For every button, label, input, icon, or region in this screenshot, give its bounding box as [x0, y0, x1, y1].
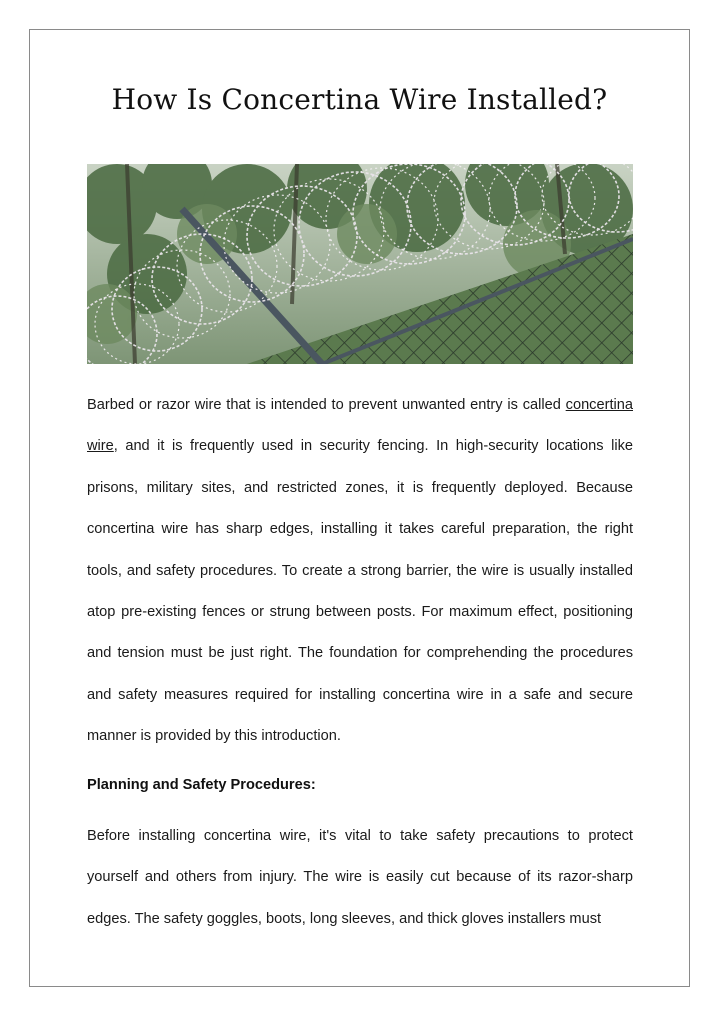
section-heading: Planning and Safety Procedures: — [87, 777, 316, 793]
intro-text-rest: , and it is frequently used in security fencing. In high-security locations like prisons, military sites, and restricted zones, it is frequently deployed. Because concertina wire has sharp edges, installing it takes careful preparation, the right tools, and safety procedures. To create a strong barrier, the wire is usually installed atop pre-existing fences or strung between posts. For maximum effect, positioning and tension must be just right. The foundation for comprehending the procedures and safety measures required for installing concertina wire in a safe and secure manner is provided by this introduction. — [87, 438, 633, 745]
concertina-wire-photo — [87, 164, 633, 364]
intro-paragraph — [87, 385, 633, 758]
intro-text-start: Barbed or razor wire that is intended to prevent unwanted entry is called — [87, 397, 566, 413]
page-title: How Is Concertina Wire Installed? — [111, 83, 608, 116]
section-paragraph: Before installing concertina wire, it's vital to take safety precautions to protect yourself and others from injury. The wire is easily cut because of its razor-sharp edges. The safety goggles, boots, long sleeves, and thick gloves installers must — [87, 828, 633, 927]
concertina-wire-link[interactable]: concertina wire — [87, 397, 633, 455]
